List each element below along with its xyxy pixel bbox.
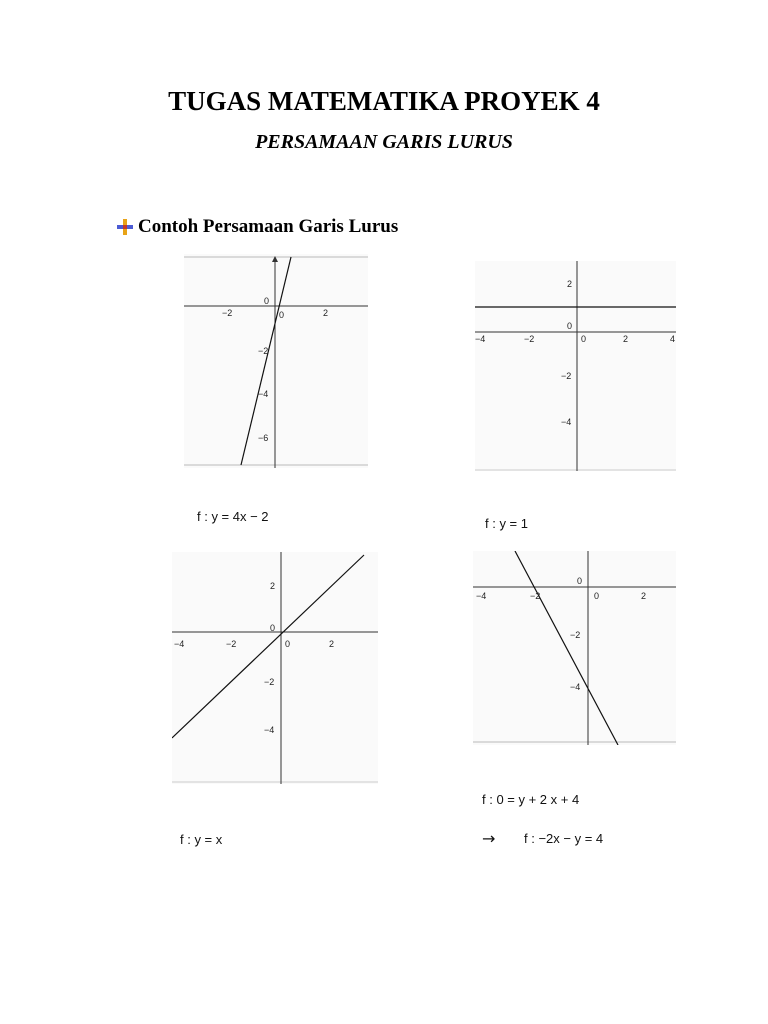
document-title: TUGAS MATEMATIKA PROYEK 4	[168, 86, 600, 116]
graph-3-line	[172, 555, 364, 738]
section-heading	[116, 216, 398, 238]
graph-y-x	[172, 552, 378, 784]
graph-4-tick-x-2: 2	[641, 591, 647, 601]
graph-2-tick-x-0: 0	[581, 334, 587, 344]
graph-4-tick-x-0: 0	[594, 591, 600, 601]
graph-1-tick-y-0: 0	[264, 296, 270, 306]
graph-3-svg	[172, 552, 378, 784]
graph-3-tick-y-2: 2	[270, 581, 276, 591]
graph-3-tick-y-neg4: −4	[264, 725, 275, 735]
graph-1-tick-y-neg4: −4	[258, 389, 269, 399]
graph-2-tick-y-neg4: −4	[561, 417, 572, 427]
graph-3-tick-x-neg2: −2	[226, 639, 237, 649]
document-subtitle: PERSAMAAN GARIS LURUS	[255, 131, 513, 153]
graph-1-tick-x-2: 2	[323, 308, 329, 318]
graph-1-tick-x-0: 0	[279, 310, 285, 320]
graph-2-tick-x-neg2: −2	[524, 334, 535, 344]
graph-2-tick-y-0: 0	[567, 321, 573, 331]
graph-y-neg2x-minus-4	[473, 551, 676, 745]
graph-4-svg	[473, 551, 676, 745]
graph-4-line	[515, 551, 618, 745]
graph-3-tick-y-neg2: −2	[264, 677, 275, 687]
graph-1-tick-y-neg6: −6	[258, 433, 269, 443]
graph-y-1	[475, 261, 676, 471]
graph-y-4x-minus-2	[184, 254, 368, 468]
graph-2-tick-y-neg2: −2	[561, 371, 572, 381]
graph-3-tick-y-0: 0	[270, 623, 276, 633]
graph-1-tick-x-neg2: −2	[222, 308, 233, 318]
graph-2-tick-y-2: 2	[567, 279, 573, 289]
bullet-icon	[116, 218, 134, 236]
graph-2-tick-x-2: 2	[623, 334, 629, 344]
graph-2-tick-x-4: 4	[670, 334, 676, 344]
graph-2-svg	[475, 261, 676, 471]
graph-2-equation: f : y = 1	[485, 516, 528, 531]
graph-3-equation: f : y = x	[180, 832, 223, 847]
graph-4-equation-2: f : −2x − y = 4	[524, 831, 604, 846]
graph-3-tick-x-2: 2	[329, 639, 335, 649]
graph-4-equation-1: f : 0 = y + 2 x + 4	[482, 792, 580, 807]
arrow-icon: →	[482, 829, 496, 848]
graph-1-equation: f : y = 4x − 2	[197, 509, 269, 524]
section-heading-text: Contoh Persamaan Garis Lurus	[138, 216, 399, 237]
graph-1-svg	[184, 254, 368, 468]
graph-1-tick-y-neg2: −2	[258, 346, 269, 356]
graph-4-tick-y-neg2: −2	[570, 630, 581, 640]
graph-4-tick-x-neg4: −4	[476, 591, 487, 601]
graph-4-tick-x-neg2: −2	[530, 591, 541, 601]
graph-4-tick-y-neg4: −4	[570, 682, 581, 692]
graph-2-tick-x-neg4: −4	[475, 334, 486, 344]
graph-3-tick-x-0: 0	[285, 639, 291, 649]
graph-4-tick-y-0: 0	[577, 576, 583, 586]
graph-3-tick-x-neg4: −4	[174, 639, 185, 649]
